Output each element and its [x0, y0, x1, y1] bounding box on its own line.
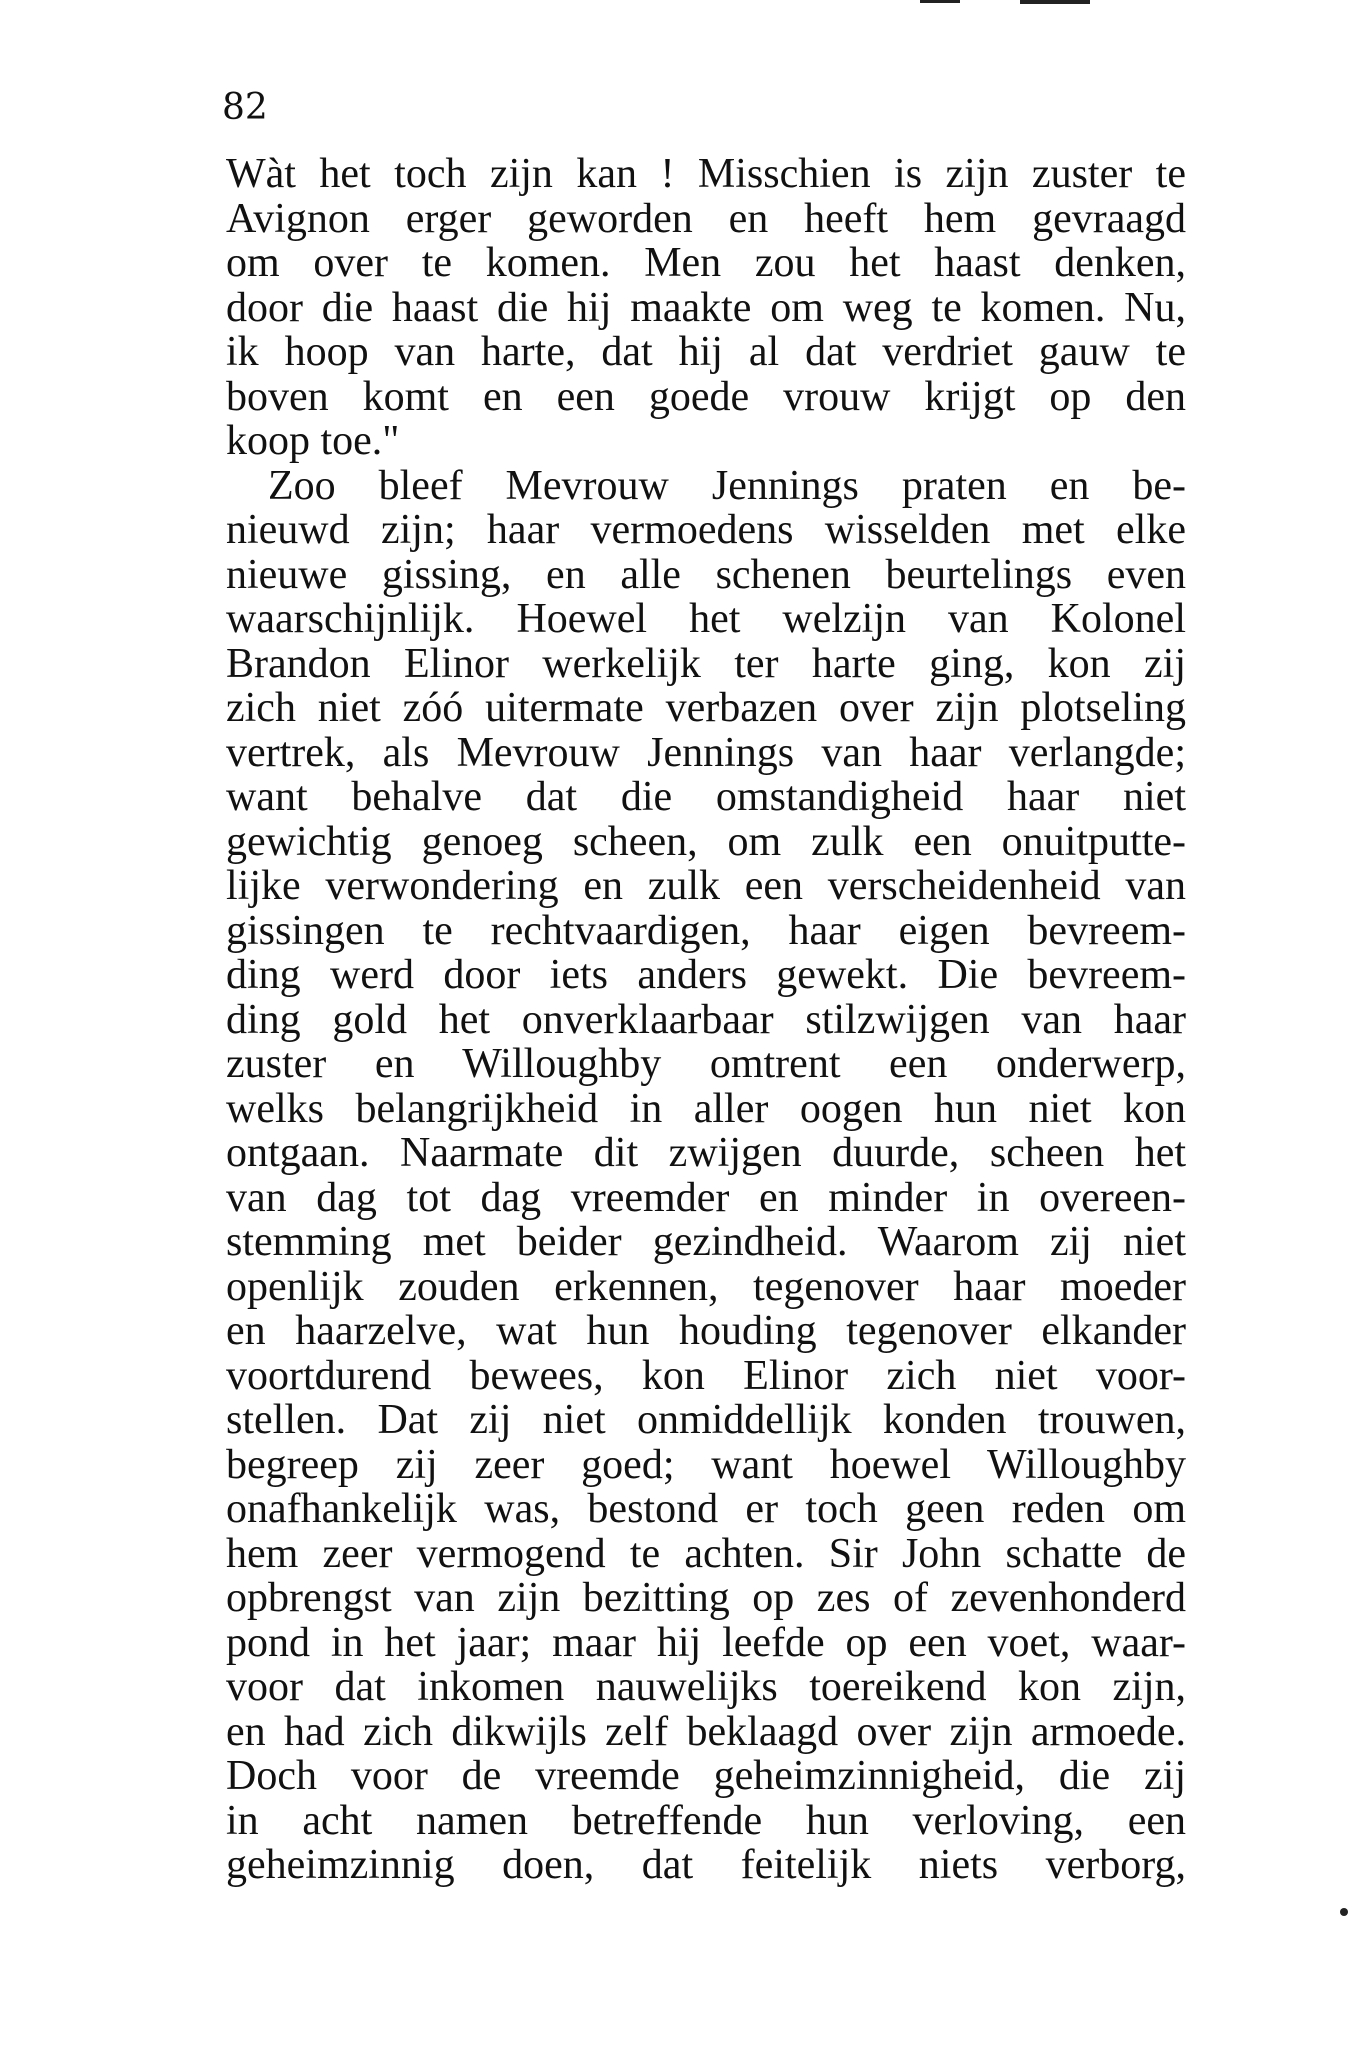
text-line: om over te komen. Men zou het haast denken,: [226, 240, 1186, 286]
scan-edge-mark: [1020, 0, 1090, 4]
text-line: want behalve dat die omstandigheid haar niet: [226, 774, 1186, 820]
text-line: in acht namen betreffende hun verloving, een: [226, 1797, 1186, 1844]
text-line: stellen. Dat zij niet onmiddellijk konden trouwen,: [226, 1397, 1186, 1443]
text-line: geheimzinnig doen, dat feitelijk niets verborg,: [226, 1842, 1186, 1888]
text-line: vertrek, als Mevrouw Jennings van haar verlangde;: [226, 729, 1186, 776]
text-line: openlijk zouden erkennen, tegenover haar moeder: [226, 1263, 1186, 1310]
text-line: nieuwe gissing, en alle schenen beurtelings even: [226, 551, 1186, 598]
text-line: begreep zij zeer goed; want hoewel Willoughby: [226, 1441, 1186, 1488]
text-line: hem zeer vermogend te achten. Sir John schatte de: [226, 1530, 1186, 1577]
text-line: nieuwd zijn; haar vermoedens wisselden met elke: [226, 507, 1186, 553]
text-line: en had zich dikwijls zelf beklaagd over zijn armoede.: [226, 1708, 1186, 1755]
text-line: zich niet zóó uitermate verbazen over zijn plotseling: [226, 685, 1186, 731]
text-line: door die haast die hij maakte om weg te komen. Nu,: [226, 284, 1186, 331]
text-line: stemming met beider gezindheid. Waarom zij niet: [226, 1219, 1186, 1265]
scan-edge-mark: [1340, 1908, 1348, 1916]
text-line: en haarzelve, wat hun houding tegenover elkander: [226, 1308, 1186, 1354]
text-line: pond in het jaar; maar hij leefde op een voet, waar-: [226, 1619, 1186, 1666]
text-line: boven komt en een goede vrouw krijgt op den: [226, 373, 1186, 420]
text-line: onafhankelijk was, bestond er toch geen reden om: [226, 1486, 1186, 1532]
text-line: opbrengst van zijn bezitting op zes of zevenhonderd: [226, 1575, 1186, 1621]
text-line: waarschijnlijk. Hoewel het welzijn van Kolonel: [226, 596, 1186, 642]
text-line: ding werd door iets anders gewekt. Die bevreem-: [226, 952, 1186, 998]
text-line: voor dat inkomen nauwelijks toereikend kon zijn,: [226, 1664, 1186, 1710]
text-line: van dag tot dag vreemder en minder in overeen-: [226, 1174, 1186, 1221]
text-line-paragraph-start: Zoo bleef Mevrouw Jennings praten en be-: [268, 462, 1186, 509]
text-line: Avignon erger geworden en heeft hem gevraagd: [226, 195, 1186, 242]
text-line: ding gold het onverklaarbaar stilzwijgen van haar: [226, 996, 1186, 1043]
text-line: gissingen te rechtvaardigen, haar eigen bevreem-: [226, 907, 1186, 954]
text-line: Brandon Elinor werkelijk ter harte ging, kon zij: [226, 640, 1186, 687]
text-line: gewichtig genoeg scheen, om zulk een onuitputte-: [226, 818, 1186, 865]
text-line: ik hoop van harte, dat hij al dat verdriet gauw te: [226, 329, 1186, 375]
page-number: 82: [222, 87, 268, 128]
text-line: voortdurend bewees, kon Elinor zich niet voor-: [226, 1352, 1186, 1399]
text-line-paragraph-end: koop toe.": [226, 418, 400, 464]
body-text: [226, 152, 1186, 1888]
text-line: welks belangrijkheid in aller oogen hun niet kon: [226, 1085, 1186, 1132]
text-line: zuster en Willoughby omtrent een onderwerp,: [226, 1041, 1186, 1087]
text-line: Wàt het toch zijn kan ! Misschien is zijn zuster te: [226, 151, 1186, 197]
text-line: ontgaan. Naarmate dit zwijgen duurde, scheen het: [226, 1130, 1186, 1176]
text-line: Doch voor de vreemde geheimzinnigheid, die zij: [226, 1753, 1186, 1799]
scan-edge-mark: [920, 0, 960, 3]
text-line: lijke verwondering en zulk een verscheidenheid van: [226, 863, 1186, 909]
